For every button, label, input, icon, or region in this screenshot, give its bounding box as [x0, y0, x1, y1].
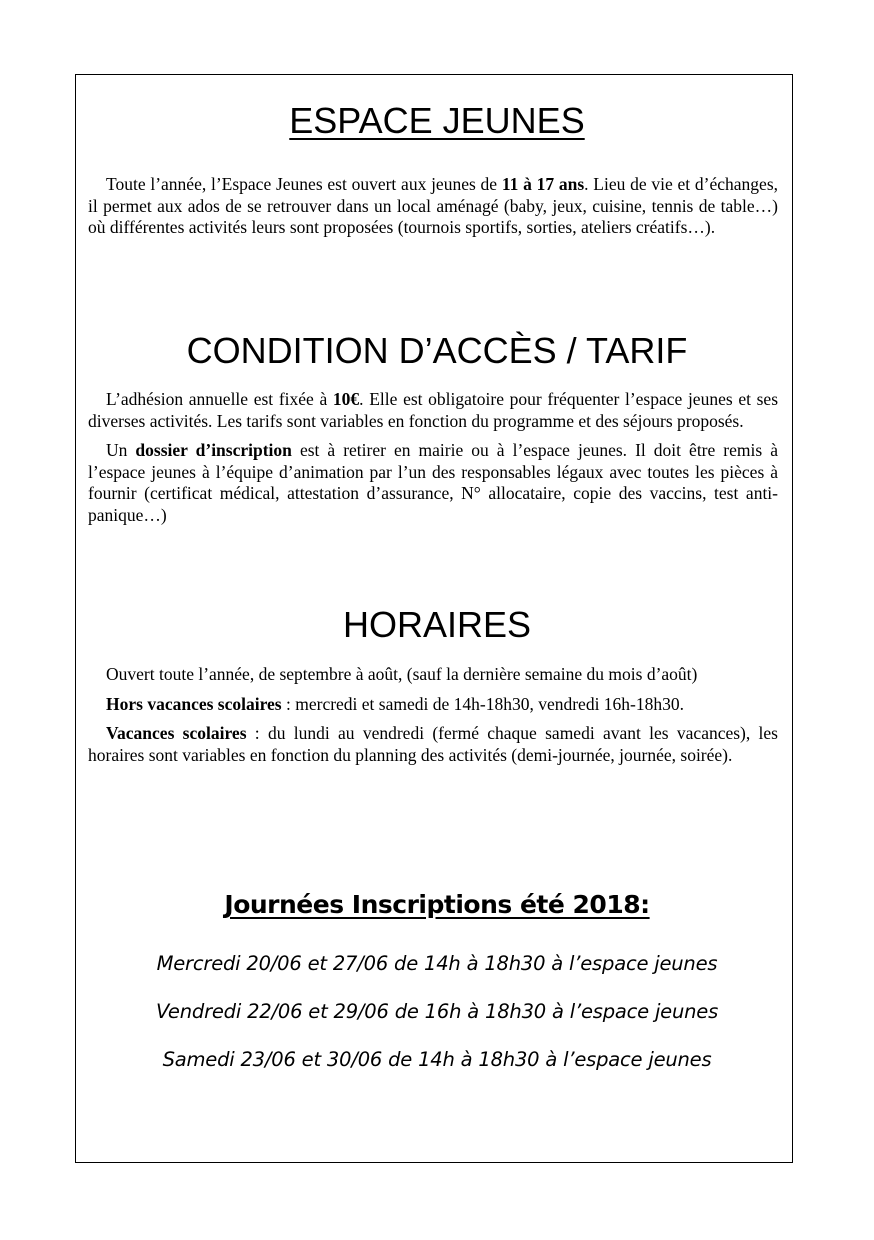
inscription-date-line: Mercredi 20/06 et 27/06 de 14h à 18h30 à l’espace jeunes [156, 952, 718, 975]
horaires-text [88, 664, 778, 774]
ouvert-paragraph: Ouvert toute l’année, de septembre à août, (sauf la dernière semaine du mois d’août) [106, 664, 698, 684]
horaires-title: HORAIRES [342, 604, 532, 645]
hors-vacances-paragraph: Hors vacances scolaires : mercredi et samedi de 14h-18h30, vendredi 16h-18h30. [106, 693, 685, 714]
inscription-date-line: Vendredi 22/06 et 29/06 de 16h à 18h30 à l’espace jeunes [155, 1000, 719, 1023]
espace-jeunes-title: ESPACE JEUNES [289, 100, 585, 141]
vacances-paragraph: Vacances scolaires : du lundi au vendredi (fermé chaque samedi avant les vacances), les horaires sont variables en fonction du planning des activités (demi-journée, journée, soirée). [88, 723, 778, 765]
espace-jeunes-text [88, 174, 778, 247]
condition-acces-text [88, 389, 778, 534]
inscriptions-title: Journées Inscriptions été 2018: [224, 890, 650, 919]
adhesion-paragraph: L’adhésion annuelle est fixée à 10€. Elle est obligatoire pour fréquenter l’espace jeunes et ses diverses activités. Les tarifs sont variables en fonction du programme et des séjours proposés. [88, 389, 779, 431]
condition-acces-title: CONDITION D’ACCÈS / TARIF [186, 330, 688, 371]
inscription-date-line: Samedi 23/06 et 30/06 de 14h à 18h30 à l’espace jeunes [162, 1048, 712, 1071]
dossier-paragraph: Un dossier d’inscription est à retirer en mairie ou à l’espace jeunes. Il doit être remis à l’espace jeunes à l’équipe d’animation par l’un des responsables légaux avec toutes les pièces à fournir (certificat médical, attestation d’assurance, N° allocataire, copie des vaccins, test anti-panique…) [88, 440, 778, 525]
espace-jeunes-paragraph: Toute l’année, l’Espace Jeunes est ouvert aux jeunes de 11 à 17 ans. Lieu de vie et d’échanges, il permet aux ados de se retrouver dans un local aménagé (baby, jeux, cuisine, tennis de table…) où différentes activités leurs sont proposées (tournois sportifs, sorties, ateliers créatifs…). [88, 174, 779, 237]
